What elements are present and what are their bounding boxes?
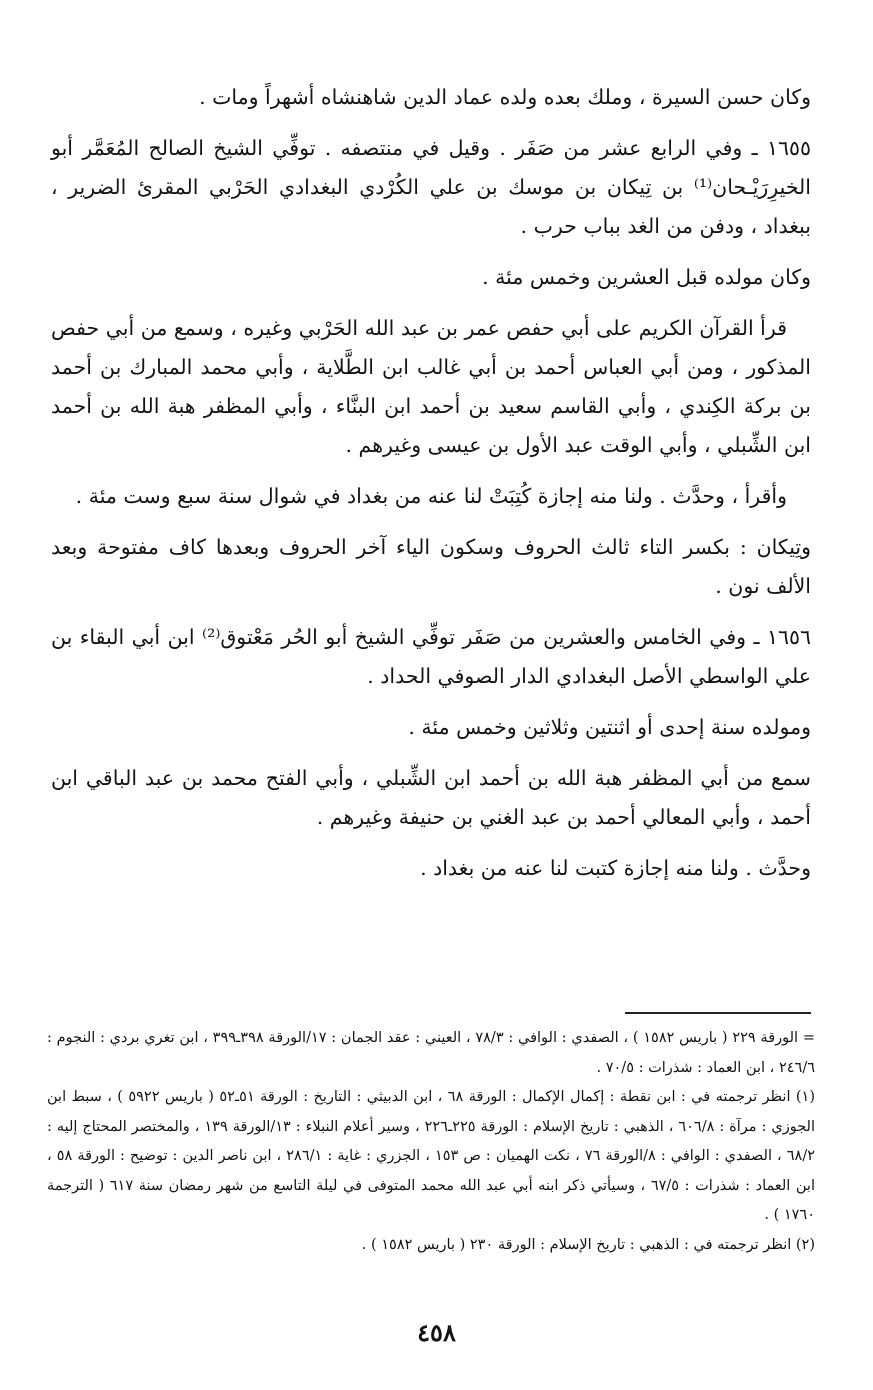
paragraph-ijaza-1655: وأقرأ ، وحدَّث . ولنا منه إجازة كُتِبَتْ لنا عنه من بغداد في شوال سنة سبع وست مئة . [75,484,787,508]
paragraph-teachers-1656: سمع من أبي المظفر هبة الله بن أحمد ابن الشِّبلي ، وأبي الفتح محمد بن عبد الباقي ابن أحمد ، وأبي المعالي أحمد بن عبد الغني بن حنيفة وغيرهم . [51,766,811,829]
paragraph-ijaza-1656: وحدَّث . ولنا منه إجازة كتبت لنا عنه من بغداد . [420,856,811,880]
paragraph-tikan-note: وتِيكان : بكسر التاء ثالث الحروف وسكون الياء آخر الحروف وبعدها كاف مفتوحة وبعد الألف نون . [51,535,811,598]
paragraph-teachers-1655: قرأ القرآن الكريم على أبي حفص عمر بن عبد الله الحَرْبي وغيره ، وسمع من أبي حفص المذكور ، ومن أبي العباس أحمد بن أبي غالب ابن الطَّلاية ، وأبي محمد المبارك بن أحمد بن بركة الكِندي ، وأبي القاسم سعيد بن أحمد ابن البنَّاء ، وأبي المظفر هبة الله بن أحمد ابن الشِّبلي ، وأبي الوقت عبد الأول بن عيسى وغيرهم . [51,316,811,457]
footnote-2: (٢) انظر ترجمته في : الذهبي : تاريخ الإسلام : الورقة ٢٣٠ ( باريس ١٥٨٢ ) . [361,1236,815,1253]
page-number-container [0,1318,873,1347]
entry-1655: ١٦٥٥ ـ وفي الرابع عشر من صَفَر . وقيل في منتصفه . توفِّي الشيخ الصالح المُعَمَّر أبو الخيرِرَيْـحان⁽¹⁾ بن تِيكان بن موسك بن علي الكُرْدي البغدادي الحَرْبي المقرئ الضرير ، ببغداد ، ودفن من الغد بباب حرب . [51,136,811,238]
paragraph-1: وكان حسن السيرة ، وملك بعده ولده عماد الدين شاهنشاه أشهراً ومات . [199,85,811,109]
page-number: ٤٥٨ [417,1318,456,1347]
footnote-continuation: = الورقة ٢٢٩ ( باريس ١٥٨٢ ) ، الصفدي : الوافي : ٧٨/٣ ، العيني : عقد الجمان : ١٧/الورقة ٣٩٨ـ٣٩٩ ، ابن تغري بردي : النجوم : ٢٤٦/٦ ، ابن العماد : شذرات : ٧٠/٥ . [47,1030,815,1076]
paragraph-birth-1655: وكان مولده قبل العشرين وخمس مئة . [482,265,811,289]
main-text [51,78,811,900]
footnotes [47,1024,815,1260]
footnote-1: (١) انظر ترجمته في : ابن نقطة : إكمال الإكمال : الورقة ٦٨ ، ابن الدبيثي : التاريخ : الورقة ٥١ـ٥٢ ( باريس ٥٩٢٢ ) ، سبط ابن الجوزي : مرآة : ٦٠٦/٨ ، الذهبي : تاريخ الإسلام : الورقة ٢٢٥ـ٢٢٦ ، وسير أعلام النبلاء : ١٣/الورقة ١٣٩ ، والمختصر المحتاج إليه : ٦٨/٢ ، الصفدي : الوافي : ٨/الورقة ٧٦ ، نكت الهميان : ص ١٥٣ ، الجزري : غاية : ٢٨٦/١ ، ابن ناصر الدين : توضيح : الورقة ٥٨ ، ابن العماد : شذرات : ٦٧/٥ ، وسيأتي ذكر ابنه أبي عبد الله محمد المتوفى في ليلة التاسع من شهر رمضان سنة ٦١٧ ( الترجمة ١٧٦٠ ) . [47,1089,816,1223]
paragraph-birth-1656: ومولده سنة إحدى أو اثنتين وثلاثين وخمس مئة . [408,715,811,739]
entry-1656: ١٦٥٦ ـ وفي الخامس والعشرين من صَفَر توفِّي الشيخ أبو الحُر مَعْتوق⁽²⁾ ابن أبي البقاء بن علي الواسطي الأصل البغدادي الدار الصوفي الحداد . [51,625,812,688]
footnote-divider [625,1012,811,1014]
